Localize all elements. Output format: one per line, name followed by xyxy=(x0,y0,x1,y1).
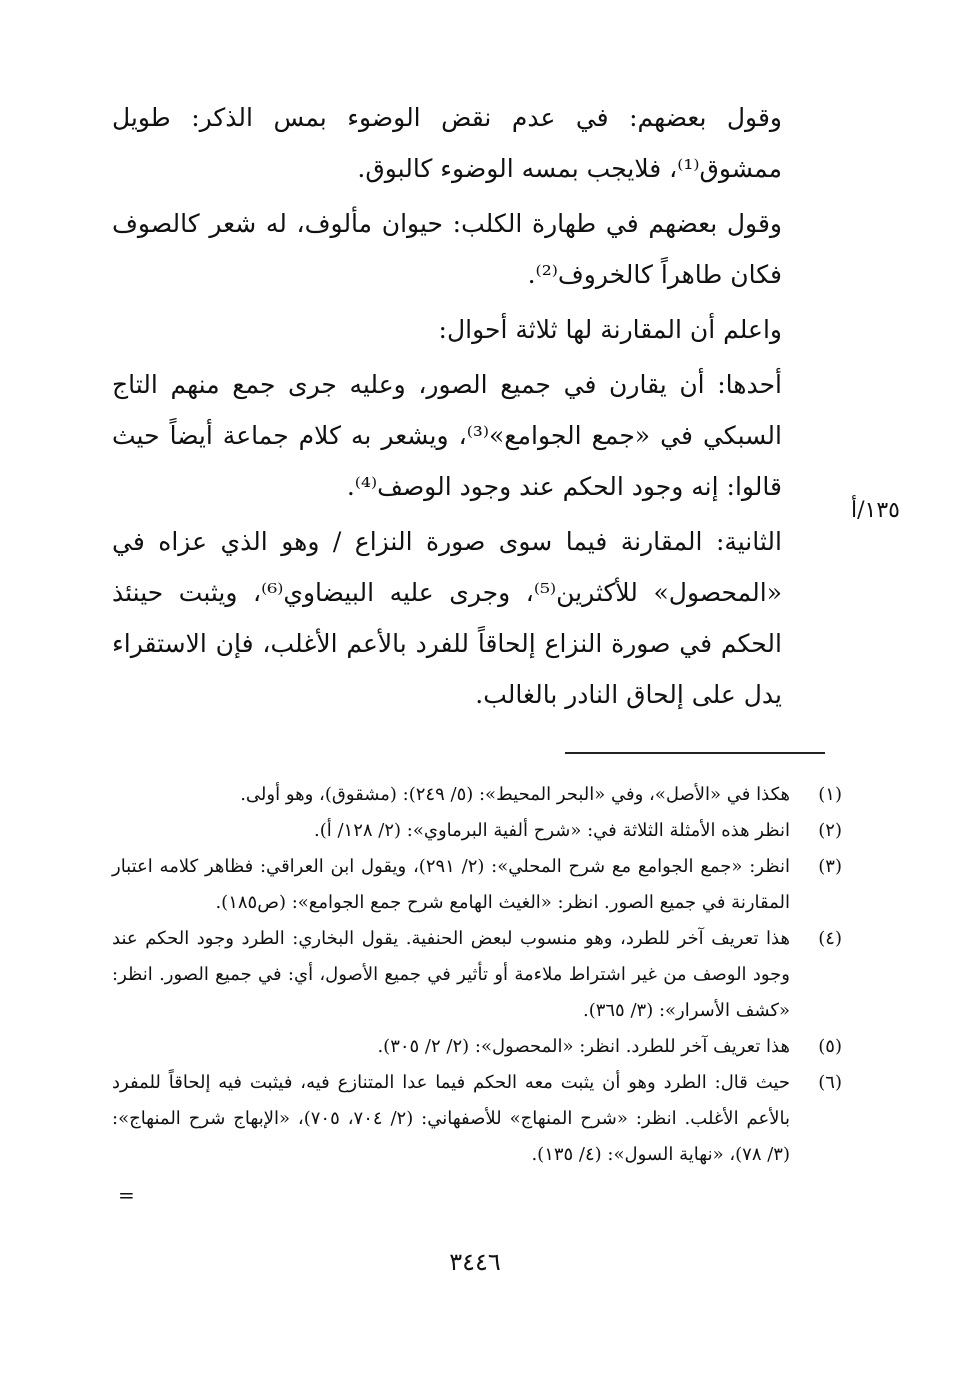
paragraph-1: وقول بعضهم: في عدم نقض الوضوء بمس الذكر: طويل ممشوق⁽¹⁾، فلايجب بمسه الوضوء كالبوق. xyxy=(112,103,782,183)
footnote-text: حيث قال: الطرد وهو أن يثبت معه الحكم فيما عدا المتنازع فيه، فيثبت فيه إلحاقاً للمفرد بالأعم الأغلب. انظر: «شرح المنهاج» للأصفهاني: (٢/ ٧٠٤، ٧٠٥)، «الإبهاج شرح المنهاج»: (٣/ ٧٨)، «نهاية السول»: (٤/ ١٣٥). xyxy=(112,1072,790,1165)
footnotes xyxy=(112,777,842,1173)
footnote-text: انظر هذه الأمثلة الثلاثة في: «شرح ألفية البرماوي»: (٢/ ١٢٨/ أ). xyxy=(314,820,790,841)
footnote-2 xyxy=(112,813,842,849)
footnote-separator xyxy=(565,752,825,754)
footnote-number: (١) xyxy=(818,784,842,805)
footnote-text: هذا تعريف آخر للطرد، وهو منسوب لبعض الحنفية. يقول البخاري: الطرد وجود الحكم عند وجود الوصف من غير اشتراط ملاءمة أو تأثير في جميع الأصول، أي: في جميع الصور. انظر: «كشف الأسرار»: (٣/ ٣٦٥). xyxy=(112,928,790,1021)
footnote-3 xyxy=(112,849,842,921)
paragraph-5: الثانية: المقارنة فيما سوى صورة النزاع / وهو الذي عزاه في «المحصول» للأكثرين⁽⁵⁾، وجرى عليه البيضاوي⁽⁶⁾، ويثبت حينئذ الحكم في صورة النزاع إلحاقاً للفرد بالأعم الأغلب، فإن الاستقراء يدل على إلحاق النادر بالغالب. xyxy=(112,527,782,709)
continuation-mark: = xyxy=(118,1183,135,1207)
footnote-text: هكذا في «الأصل»، وفي «البحر المحيط»: (٥/ ٢٤٩): (مشقوق)، وهو أولى. xyxy=(240,784,790,805)
footnote-6 xyxy=(112,1065,842,1173)
paragraph-4: أحدها: أن يقارن في جميع الصور، وعليه جرى جمع منهم التاج السبكي في «جمع الجوامع»⁽³⁾، ويشعر به كلام جماعة أيضاً حيث قالوا: إنه وجود الحكم عند وجود الوصف⁽⁴⁾. xyxy=(112,370,782,501)
page-number: ٣٤٤٦ xyxy=(449,1248,501,1276)
manuscript-folio-ref: ١٣٥/أ xyxy=(851,498,900,523)
footnote-number: (٦) xyxy=(818,1072,842,1093)
footnote-1 xyxy=(112,777,842,813)
paragraph-3: واعلم أن المقارنة لها ثلاثة أحوال: xyxy=(438,315,782,344)
footnote-5 xyxy=(112,1029,842,1065)
footnote-number: (٤) xyxy=(818,928,842,949)
footnote-4 xyxy=(112,921,842,1029)
paragraph-2: وقول بعضهم في طهارة الكلب: حيوان مألوف، له شعر كالصوف فكان طاهراً كالخروف⁽²⁾. xyxy=(112,209,782,289)
footnote-number: (٢) xyxy=(818,820,842,841)
footnote-text: انظر: «جمع الجوامع مع شرح المحلي»: (٢/ ٢٩١)، ويقول ابن العراقي: فظاهر كلامه اعتبار المقارنة في جميع الصور. انظر: «الغيث الهامع شرح جمع الجوامع»: (ص١٨٥). xyxy=(112,856,790,913)
footnote-number: (٣) xyxy=(818,856,842,877)
footnote-text: هذا تعريف آخر للطرد. انظر: «المحصول»: (٢/ ٢/ ٣٠٥). xyxy=(377,1036,790,1057)
main-text xyxy=(112,92,826,720)
footnote-number: (٥) xyxy=(818,1036,842,1057)
